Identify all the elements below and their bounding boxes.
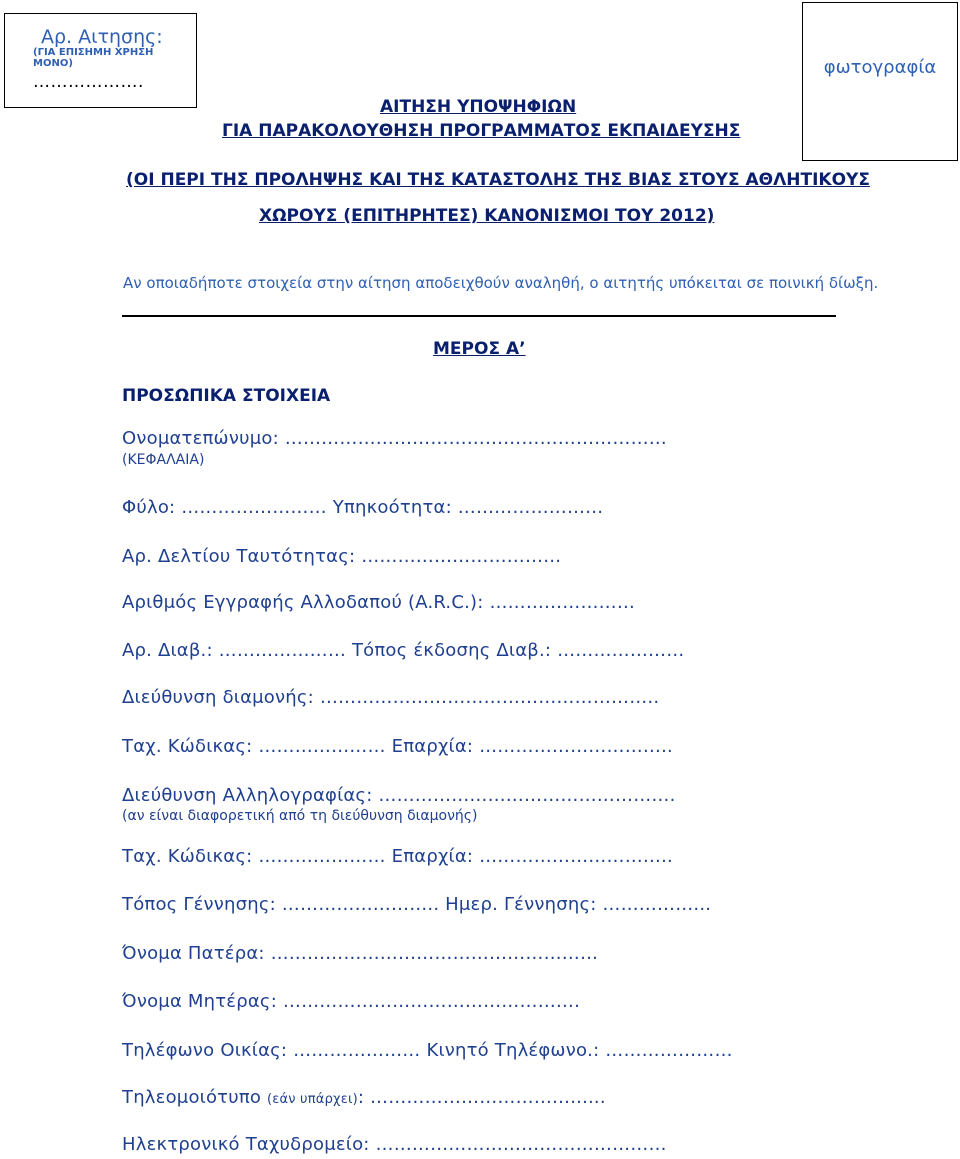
email-label: Ηλεκτρονικό Ταχυδρομείο: [122, 1134, 370, 1155]
email-input[interactable]: ………………………………………… [375, 1134, 667, 1155]
home-phone-input[interactable]: ………………… [293, 1040, 421, 1061]
official-use-note: (ΓΙΑ ΕΠΙΣΗΜΗ ΧΡΗΣΗ ΜΟΝΟ) [33, 47, 154, 69]
residence-address-input[interactable]: ……………………………………………….. [319, 687, 660, 708]
passport-issue-input[interactable]: ………………… [557, 640, 685, 661]
nationality-label: Υπηκοότητα: [332, 497, 452, 518]
passport-label: Αρ. Διαβ.: [122, 640, 213, 661]
residence-address-row [122, 687, 659, 708]
application-number-label: Αρ. Αιτησης: [41, 26, 163, 48]
gender-label: Φύλο: [122, 497, 176, 518]
birthdate-label: Ημερ. Γέννησης: [445, 894, 597, 915]
fax-label: Τηλεομοιότυπο [122, 1087, 262, 1108]
birthdate-input[interactable]: ……………... [602, 894, 712, 915]
form-subtitle-line2: ΧΩΡΟΥΣ (ΕΠΙΤΗΡΗΤΕΣ) ΚΑΝΟΝΙΣΜΟΙ ΤΟΥ 2012) [259, 206, 715, 226]
mailing-address-hint: (αν είναι διαφορετική από τη διεύθυνση διαμονής) [122, 808, 478, 824]
email-row [122, 1134, 667, 1155]
father-label: Όνομα Πατέρα: [122, 943, 265, 964]
fullname-hint: (ΚΕΦΑΛΑΙΑ) [122, 452, 205, 468]
application-number-box [4, 13, 197, 108]
part-a-heading: ΜΕΡΟΣ Α’ [433, 339, 526, 359]
id-card-label: Αρ. Δελτίου Ταυτότητας: [122, 546, 356, 567]
mother-row [122, 991, 580, 1012]
passport-issue-label: Τόπος έκδοσης Διαβ.: [351, 640, 552, 661]
fax-qualifier: (εάν υπάρχει) [267, 1092, 358, 1107]
fax-colon: : [357, 1087, 365, 1108]
mailing-address-label: Διεύθυνση Αλληλογραφίας: [122, 785, 373, 806]
postcode-input-2[interactable]: ………………… [258, 846, 386, 867]
gender-input[interactable]: …………………… [181, 497, 327, 518]
postcode-label-1: Ταχ. Κώδικας: [122, 736, 253, 757]
phone-row [122, 1040, 733, 1061]
mailing-address-input[interactable]: …………………………………………. [378, 785, 676, 806]
separator-line [122, 315, 836, 317]
birthplace-input[interactable]: …………………….. [281, 894, 440, 915]
id-card-input[interactable]: …………………………… [361, 546, 562, 567]
father-input[interactable]: ……………………………………………… [270, 943, 599, 964]
mobile-phone-input[interactable]: ………………… [605, 1040, 733, 1061]
birthplace-label: Τόπος Γέννησης: [122, 894, 276, 915]
postcode-district-row-2 [122, 846, 673, 867]
fullname-row [122, 428, 667, 449]
fax-row [122, 1087, 606, 1108]
mobile-phone-label: Κινητό Τηλέφωνο.: [426, 1040, 600, 1061]
fax-input[interactable]: ……………………………...... [370, 1087, 606, 1108]
gender-row [122, 497, 603, 518]
id-card-row [122, 546, 561, 567]
postcode-district-row-1 [122, 736, 673, 757]
father-row [122, 943, 598, 964]
district-input-2[interactable]: ………………………….. [479, 846, 673, 867]
mother-input[interactable]: …………………………………………. [282, 991, 581, 1012]
form-title-line2: ΓΙΑ ΠΑΡΑΚΟΛΟΥΘΗΣΗ ΠΡΟΓΡΑΜΜΑΤΟΣ ΕΚΠΑΙΔΕΥΣΗΣ [222, 121, 741, 141]
residence-address-label: Διεύθυνση διαμονής: [122, 687, 314, 708]
district-label-1: Επαρχία: [391, 736, 474, 757]
postcode-input-1[interactable]: ………………… [258, 736, 386, 757]
birth-row [122, 894, 711, 915]
application-number-field[interactable]: ………………. [33, 72, 144, 92]
home-phone-label: Τηλέφωνο Οικίας: [122, 1040, 288, 1061]
form-title-line1: ΑΙΤΗΣΗ ΥΠΟΨΗΦΙΩΝ [380, 97, 577, 117]
mother-label: Όνομα Μητέρας: [122, 991, 277, 1012]
postcode-label-2: Ταχ. Κώδικας: [122, 846, 253, 867]
fullname-input[interactable]: ……………………………………………………… [284, 428, 667, 449]
warning-line1: Αν οποιαδήποτε στοιχεία στην αίτηση αποδειχθούν αναληθή, ο αιτητής υπόκειται σε ποινική δίωξη. [123, 274, 879, 292]
arc-row [122, 592, 635, 613]
passport-row [122, 640, 684, 661]
photo-box[interactable] [802, 2, 958, 161]
personal-details-heading: ΠΡΟΣΩΠΙΚΑ ΣΤΟΙΧΕΙΑ [122, 386, 331, 406]
fullname-label: Ονοματεπώνυμο: [122, 428, 279, 449]
passport-input[interactable]: ………………… [218, 640, 347, 661]
arc-label: Αριθμός Εγγραφής Αλλοδαπού (A.R.C.): [122, 592, 484, 613]
nationality-input[interactable]: …………………… [457, 497, 604, 518]
mailing-address-row [122, 785, 676, 806]
district-label-2: Επαρχία: [391, 846, 474, 867]
district-input-1[interactable]: ………………………….. [479, 736, 673, 757]
photo-label: φωτογραφία [823, 57, 937, 78]
form-subtitle-line1: (ΟΙ ΠΕΡΙ ΤΗΣ ΠΡΟΛΗΨΗΣ ΚΑΙ ΤΗΣ ΚΑΤΑΣΤΟΛΗΣ ΤΗΣ ΒΙΑΣ ΣΤΟΥΣ ΑΘΛΗΤΙΚΟΥΣ [126, 170, 870, 190]
arc-input[interactable]: …………………… [489, 592, 636, 613]
